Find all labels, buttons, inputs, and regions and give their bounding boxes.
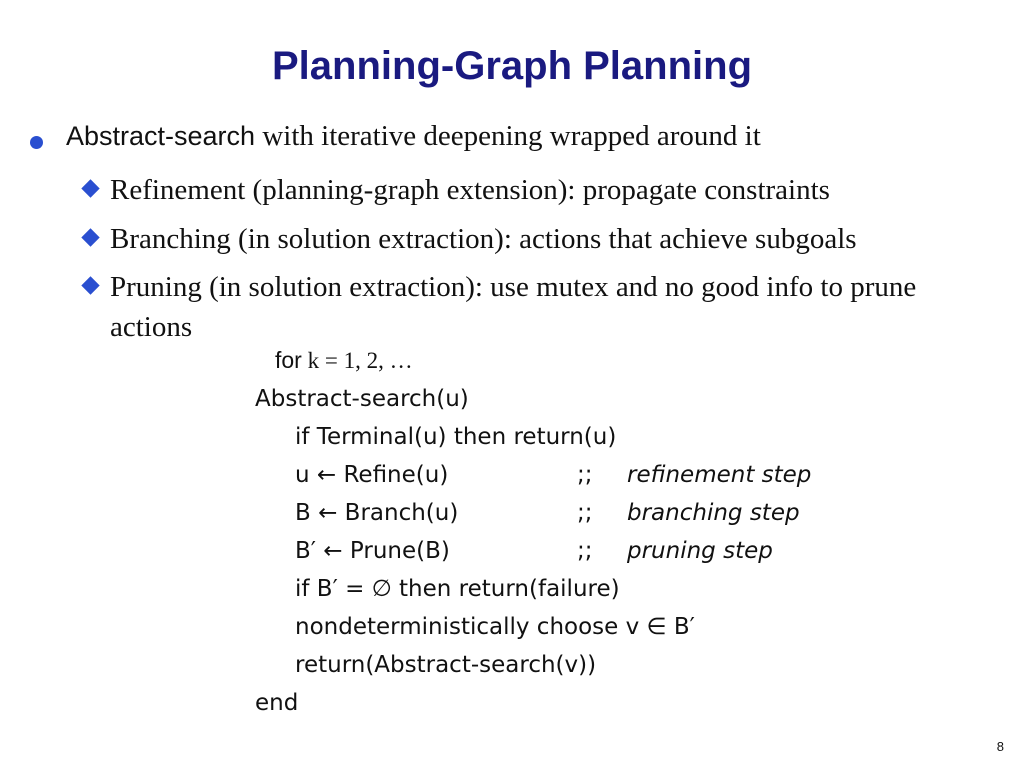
algorithm-comment: refinement step xyxy=(627,462,812,488)
algorithm-header: Abstract-search(u) xyxy=(255,386,469,412)
comment-marker: ;; xyxy=(577,500,593,526)
algorithm-line: if Terminal(u) then return(u) xyxy=(295,424,617,450)
for-expression: k = 1, 2, … xyxy=(301,348,413,373)
subbullet-text: Pruning (in solution extraction): use mutex and no good info to prune actions xyxy=(110,271,917,343)
circle-bullet-icon xyxy=(30,136,43,149)
algorithm-line: nondeterministically choose v ∈ B′ xyxy=(295,614,695,640)
algorithm-comment: pruning step xyxy=(627,538,773,564)
diamond-bullet-icon xyxy=(81,179,99,197)
algorithm-line: B′ ← Prune(B) xyxy=(295,538,450,564)
diamond-bullet-icon xyxy=(81,228,99,246)
algorithm-line: B ← Branch(u) xyxy=(295,500,459,526)
for-loop-line xyxy=(275,347,413,374)
algorithm-line: return(Abstract-search(v)) xyxy=(295,652,597,678)
for-keyword: for xyxy=(275,347,302,373)
comment-marker: ;; xyxy=(577,462,593,488)
algorithm-line: u ← Refine(u) xyxy=(295,462,449,488)
subbullet-text: Branching (in solution extraction): actions that achieve subgoals xyxy=(110,223,857,255)
subbullet-text: Refinement (planning-graph extension): propagate constraints xyxy=(110,174,830,206)
diamond-bullet-icon xyxy=(81,276,99,294)
slide-title: Planning-Graph Planning xyxy=(272,44,752,88)
bullet-main-text xyxy=(66,120,761,153)
bullet-lead-term: Abstract-search xyxy=(66,121,256,151)
algorithm-comment: branching step xyxy=(627,500,800,526)
comment-marker: ;; xyxy=(577,538,593,564)
algorithm-line: if B′ = ∅ then return(failure) xyxy=(295,576,620,602)
page-number: 8 xyxy=(996,739,1004,754)
bullet-rest-text: with iterative deepening wrapped around it xyxy=(255,120,761,152)
algorithm-footer: end xyxy=(255,690,299,716)
